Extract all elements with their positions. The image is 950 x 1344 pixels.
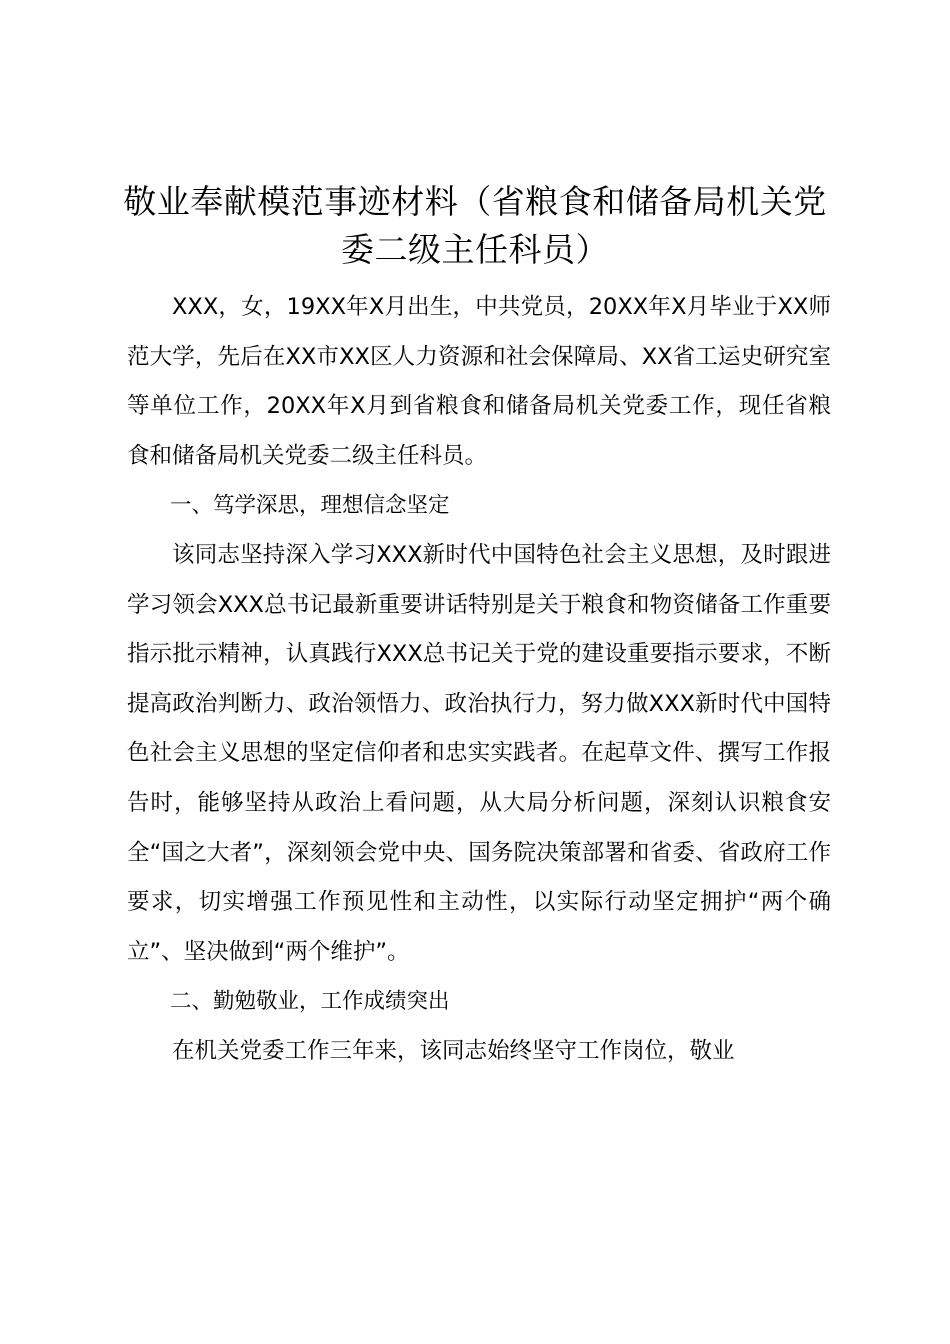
section-heading-1: 一、笃学深思，理想信念坚定 xyxy=(170,493,450,519)
section-1-paragraph: 该同志坚持深入学习XXX新时代中国特色社会主义思想，及时跟进学习领会XXX总书记最新重要讲话特别是关于粮食和物资储备工作重要指示批示精神，认真践行XXX总书记关于党的建设重要指示要求，不断提高政治判断力、政治领悟力、政治执行力，努力做XXX新时代中国特色社会主义思想的坚定信仰者和忠实实践者。在起草文件、撰写工作报告时，能够坚持从政治上看问题，从大局分析问题，深刻认识粮食安全“国之大者”，深刻领会党中央、国务院决策部署和省委、省政府工作要求，切实增强工作预见性和主动性，以实际行动坚定拥护“两个确立”、坚决做到“两个维护”。 xyxy=(127,541,831,965)
section-heading-2: 二、勤勉敬业，工作成绩突出 xyxy=(170,989,450,1015)
document-title: 敬业奉献模范事迹材料（省粮食和储备局机关党委二级主任科员） xyxy=(123,182,827,269)
intro-paragraph: XXX，女，19XX年X月出生，中共党员，20XX年X月毕业于XX师范大学，先后在XX市XX区人力资源和社会保障局、XX省工运史研究室等单位工作，20XX年X月到省粮食和储备局机关党委工作，现任省粮食和储备局机关党委二级主任科员。 xyxy=(127,294,831,469)
section-2-paragraph: 在机关党委工作三年来，该同志始终坚守工作岗位，敬业 xyxy=(172,1037,735,1064)
document-body xyxy=(127,283,831,1077)
